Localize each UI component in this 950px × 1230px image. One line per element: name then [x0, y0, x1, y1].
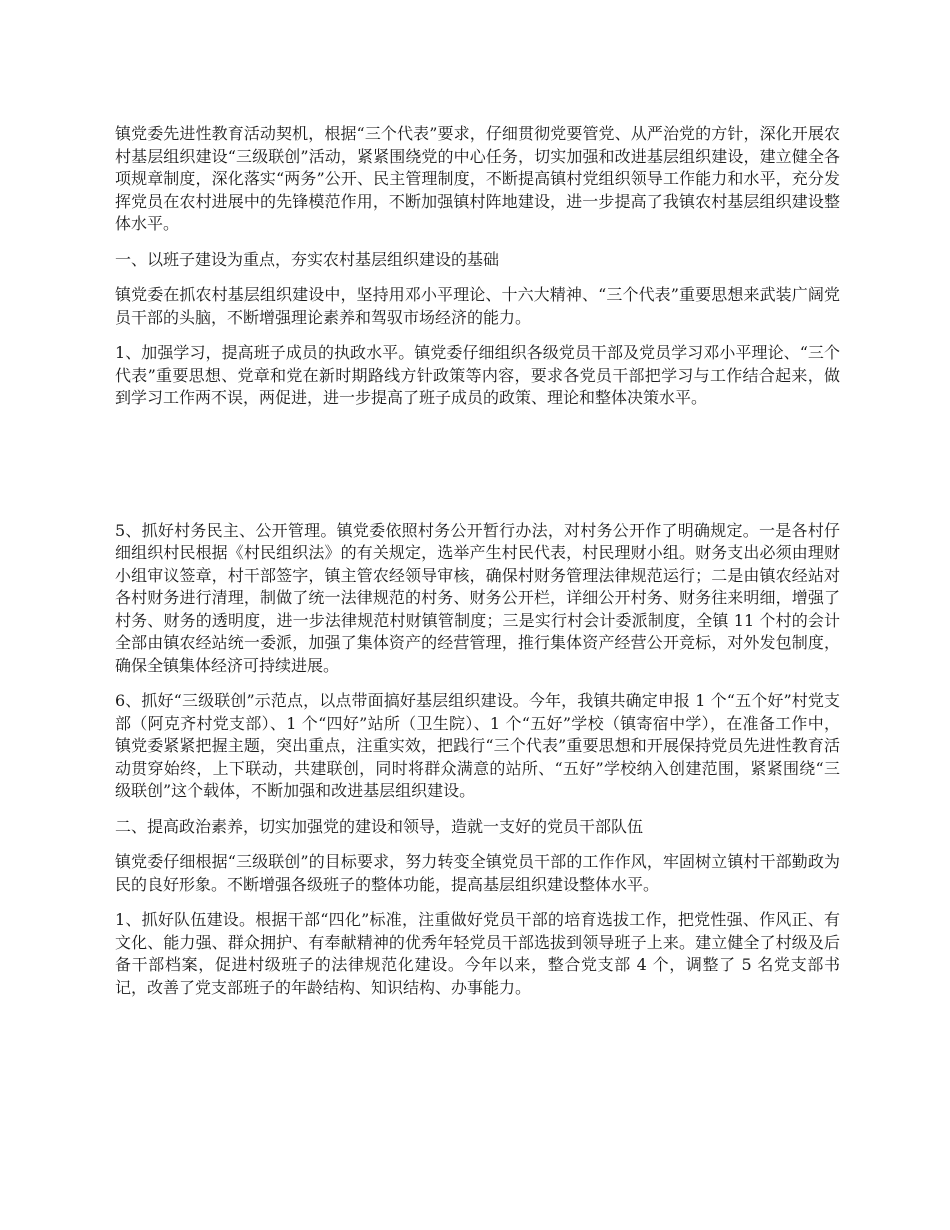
- item-1-study-paragraph: 1、加强学习，提高班子成员的执政水平。镇党委仔细组织各级党员干部及党员学习邓小平理论、“三个代表”重要思想、党章和党在新时期路线方针政策等内容，要求各党员干部把学习与工作结合起来，做到学习工作两不误，两促进，进一步提高了班子成员的政策、理论和整体决策水平。: [115, 343, 840, 407]
- section-heading-2: 二、提高政治素养，切实加强党的建设和领导，造就一支好的党员干部队伍: [115, 816, 644, 836]
- item-1-team-building-paragraph: 1、抓好队伍建设。根据干部“四化”标准，注重做好党员干部的培育选拔工作，把党性强、作风正、有文化、能力强、群众拥护、有奉献精神的优秀年轻党员干部选拔到领导班子上来。建立健全了村级及后备干部档案，促进村级班子的法律规范化建设。今年以来，整合党支部 4 个，调整了 5 名党支部书记，改善了党支部班子的年龄结构、知识结构、办事能力。: [115, 910, 840, 997]
- page-gap: [115, 423, 840, 520]
- section-1-intro-paragraph: 镇党委在抓农村基层组织建设中，坚持用邓小平理论、十六大精神、“三个代表”重要思想来武装广阔党员干部的头脑，不断增强理论素养和驾驭市场经济的能力。: [115, 285, 840, 327]
- section-heading-1: 一、以班子建设为重点，夯实农村基层组织建设的基础: [115, 249, 500, 269]
- item-5-village-affairs-paragraph: 5、抓好村务民主、公开管理。镇党委依照村务公开暂行办法，对村务公开作了明确规定。一是各村仔细组织村民根据《村民组织法》的有关规定，选举产生村民代表，村民理财小组。财务支出必须由理财小组审议签章，村干部签字，镇主管农经领导审核，确保村财务管理法律规范运行；二是由镇农经站对各村财务进行清理，制做了统一法律规范的村务、财务公开栏，详细公开村务、财务往来明细，增强了村务、财务的透明度，进一步法律规范村财镇管制度；三是实行村会计委派制度，全镇 11 个村的会计全部由镇农经站统一委派，加强了集体资产的经营管理，推行集体资产经营公开竞标，对外发包制度，确保全镇集体经济可持续进展。: [115, 520, 840, 675]
- intro-paragraph: 镇党委先进性教育活动契机，根据“三个代表”要求，仔细贯彻党要管党、从严治党的方针，深化开展农村基层组织建设“三级联创”活动，紧紧围绕党的中心任务，切实加强和改进基层组织建设，建立健全各项规章制度，深化落实“两务”公开、民主管理制度，不断提高镇村党组织领导工作能力和水平，充分发挥党员在农村进展中的先锋模范作用，不断加强镇村阵地建设，进一步提高了我镇农村基层组织建设整体水平。: [115, 124, 840, 233]
- document-body: [115, 123, 840, 1012]
- item-6-demonstration-paragraph: 6、抓好“三级联创”示范点，以点带面搞好基层组织建设。今年，我镇共确定申报 1 个“五个好”村党支部（阿克齐村党支部）、1 个“四好”站所（卫生院）、1 个“五好”学校（镇寄宿中学），在准备工作中，镇党委紧紧把握主题，突出重点，注重实效，把践行“三个代表”重要思想和开展保持党员先进性教育活动贯穿始终，上下联动，共建联创，同时将群众满意的站所、“五好”学校纳入创建范围，紧紧围绕“三级联创”这个载体，不断加强和改进基层组织建设。: [115, 691, 840, 800]
- section-2-intro-paragraph: 镇党委仔细根据“三级联创”的目标要求，努力转变全镇党员干部的工作作风，牢固树立镇村干部勤政为民的良好形象。不断增强各级班子的整体功能，提高基层组织建设整体水平。: [115, 852, 840, 894]
